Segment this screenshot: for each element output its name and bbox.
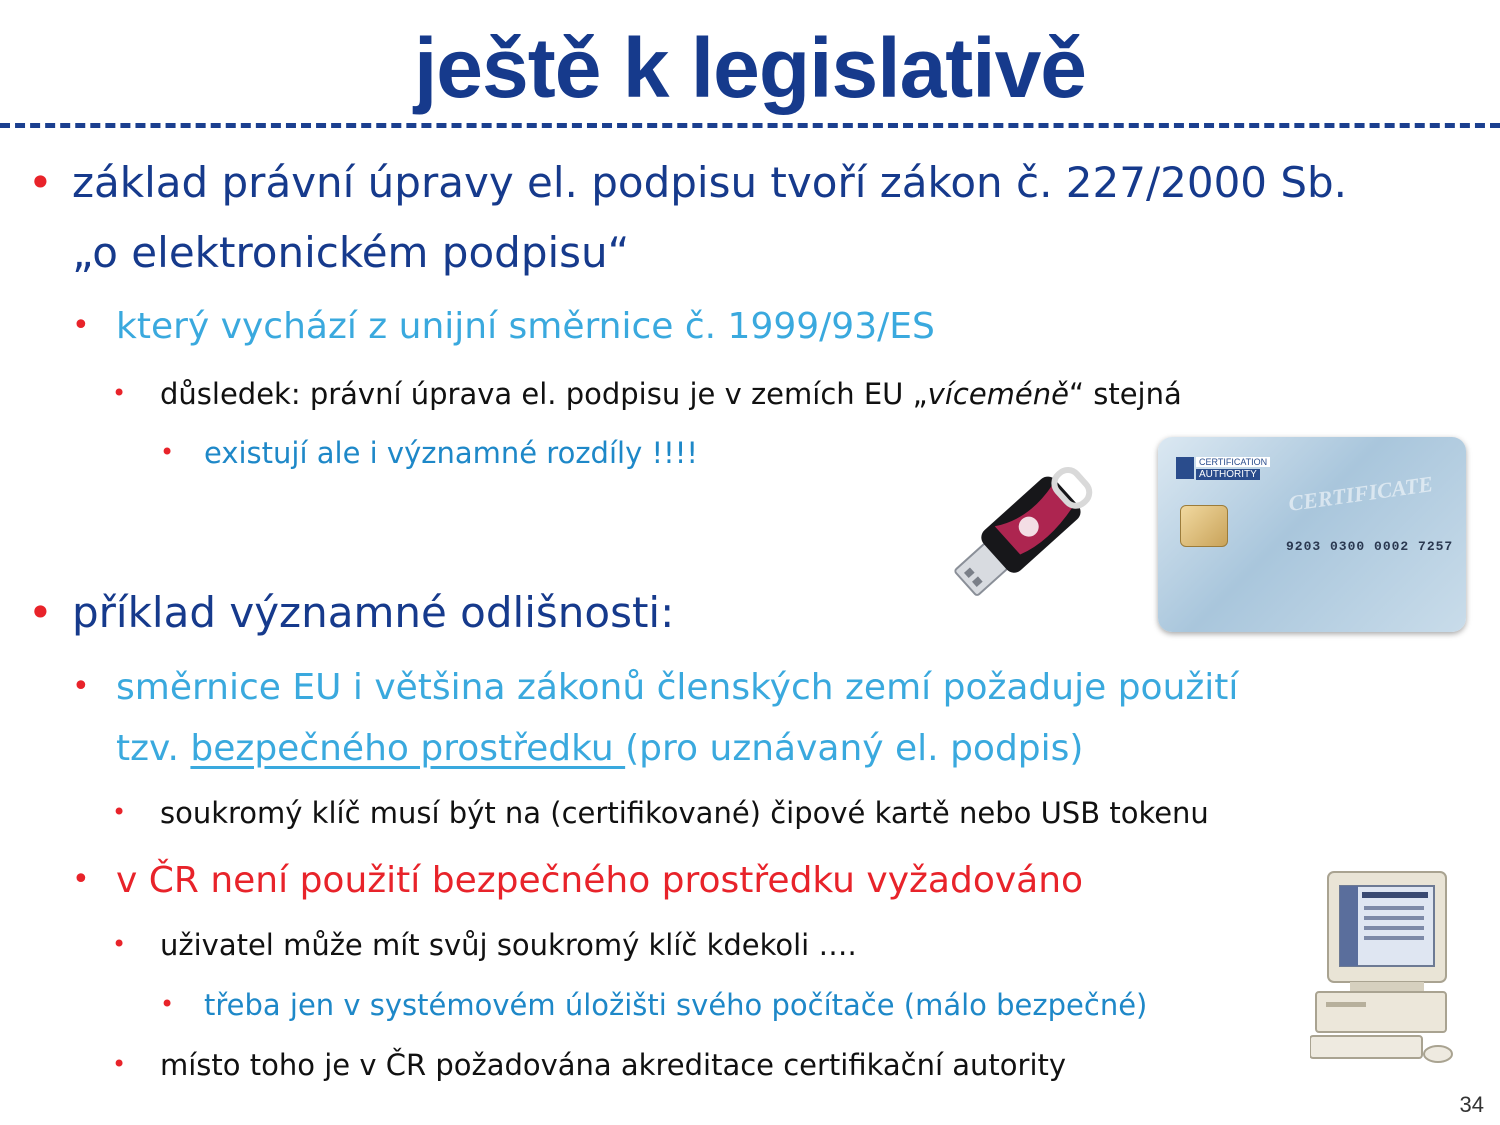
slide-title: ještě k legislativě <box>413 21 1087 115</box>
bullet-dot: • <box>28 158 53 207</box>
card-brand-1: CERTIFICATION <box>1196 457 1270 467</box>
card-watermark: CERTIFICATE <box>1286 471 1435 517</box>
page-number: 34 <box>1459 1092 1484 1117</box>
bullet-dot: • <box>160 990 175 1018</box>
bullet-dot: • <box>160 438 175 466</box>
bullet-text: důsledek: právní úprava el. podpisu je v zemích EU „ <box>160 377 928 411</box>
title-divider <box>0 123 1500 128</box>
card-number: 9203 0300 0002 7257 <box>1286 539 1454 554</box>
usb-token-image <box>935 445 1115 615</box>
bullet-dot: • <box>112 379 127 407</box>
bullet-text: tzv. <box>116 728 191 769</box>
computer-image <box>1310 870 1460 1070</box>
bullet-text: uživatel může mít svůj soukromý klíč kdekoli …. <box>160 928 857 962</box>
card-chip-icon <box>1180 505 1228 547</box>
bullet-text: místo toho je v ČR požadována akreditace certifikační autority <box>160 1048 1067 1082</box>
bullet-dot: • <box>72 862 90 897</box>
bullet-dot: • <box>72 308 90 343</box>
bullet-text: třeba jen v systémovém úložišti svého počítače (málo bezpečné) <box>204 988 1148 1022</box>
underlined-term: bezpečného prostředku <box>190 728 626 769</box>
bullet-text: směrnice EU i většina zákonů členských zemí požaduje použití <box>116 667 1239 708</box>
bullet-dot: • <box>112 798 127 826</box>
bullet-text: v ČR není použití bezpečného prostředku vyžadováno <box>116 860 1084 901</box>
bullet-dot: • <box>28 588 53 637</box>
smart-card-image <box>1158 437 1466 632</box>
bullet-text: příklad významné odlišnosti: <box>72 588 675 637</box>
bullet-text: který vychází z unijní směrnice č. 1999/93/ES <box>116 306 935 347</box>
bullet-dot: • <box>72 669 90 704</box>
card-brand-2: AUTHORITY <box>1196 469 1260 480</box>
card-logo-icon <box>1176 457 1194 479</box>
bullet-text-end: (pro uznávaný el. podpis) <box>625 728 1084 769</box>
bullet-text: soukromý klíč musí být na (certifikované) čipové kartě nebo USB tokenu <box>160 796 1209 830</box>
bullet-dot: • <box>112 930 127 958</box>
bullet-dot: • <box>112 1050 127 1078</box>
bullet-text: „o elektronickém podpisu“ <box>72 228 630 277</box>
bullet-text: základ právní úpravy el. podpisu tvoří zákon č. 227/2000 Sb. <box>72 158 1348 207</box>
bullet-text-end: “ stejná <box>1068 377 1182 411</box>
emphasis-text: víceméně <box>927 377 1069 411</box>
bullet-text: existují ale i významné rozdíly !!!! <box>204 436 698 470</box>
